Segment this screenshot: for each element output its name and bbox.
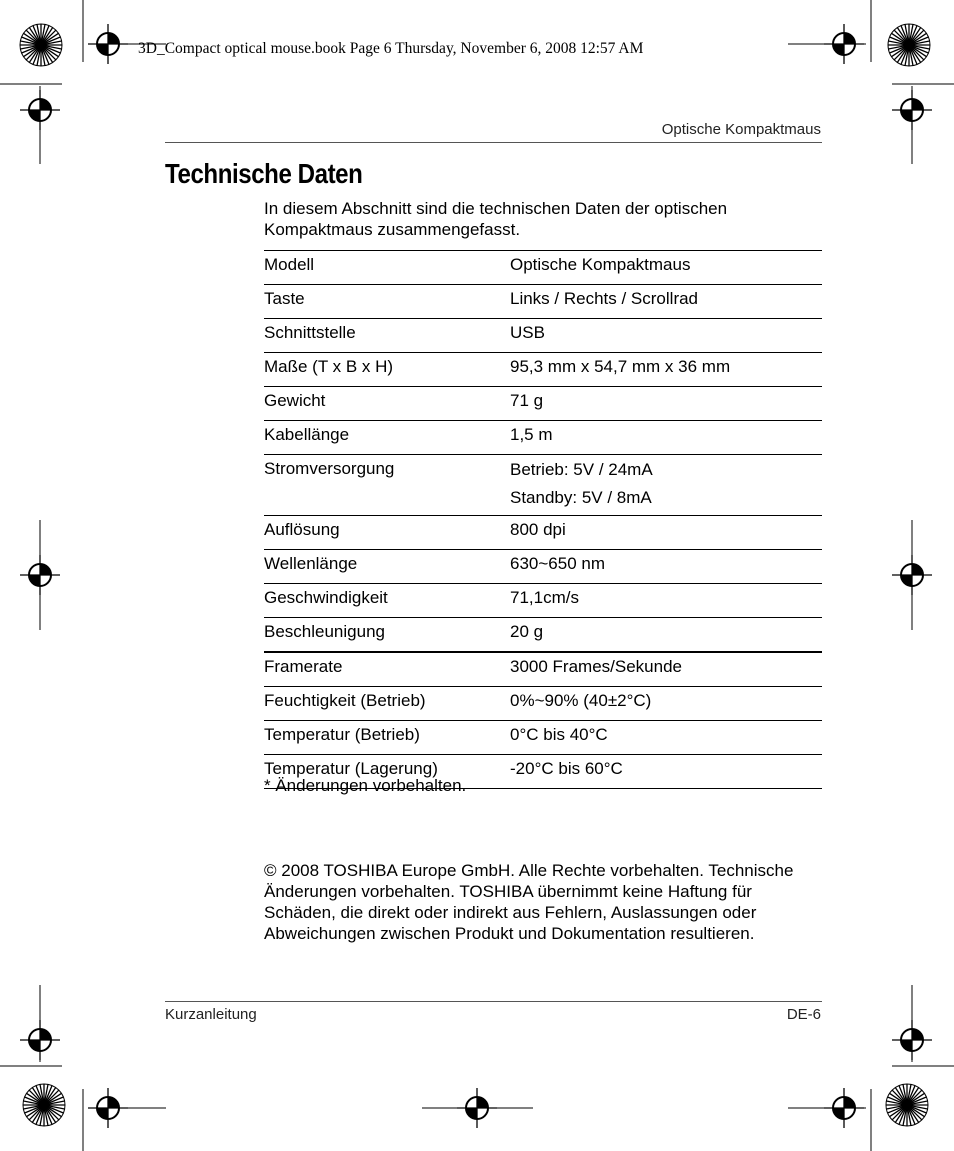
spec-value-line: Standby: 5V / 8mA [510,488,652,507]
spec-key: Temperatur (Betrieb) [264,721,510,755]
spec-key: Taste [264,285,510,319]
spec-key: Framerate [264,652,510,687]
table-row [264,687,822,721]
spec-key: Geschwindigkeit [264,584,510,618]
table-row [264,584,822,618]
spec-value: 1,5 m [510,421,822,455]
table-row [264,319,822,353]
table-row [264,421,822,455]
table-row [264,251,822,285]
spec-value: 71 g [510,387,822,421]
table-row [264,721,822,755]
table-row [264,516,822,550]
spec-value-line: Betrieb: 5V / 24mA [510,460,653,479]
spec-key: Schnittstelle [264,319,510,353]
spec-value: 630~650 nm [510,550,822,584]
spec-value: -20°C bis 60°C [510,755,822,789]
spec-value: Optische Kompaktmaus [510,251,822,285]
table-row [264,455,822,516]
spec-value: 95,3 mm x 54,7 mm x 36 mm [510,353,822,387]
section-intro: In diesem Abschnitt sind die technischen Daten der optischen Kompaktmaus zusammengefasst. [264,199,728,239]
footer-rule [165,1001,822,1002]
spec-key: Temperatur (Lagerung) [264,755,510,789]
table-row [264,652,822,687]
spec-key: Stromversorgung [264,455,510,516]
copyright-notice: © 2008 TOSHIBA Europe GmbH. Alle Rechte vorbehalten. Technische Änderungen vorbehalten. TOSHIBA übernimmt keine Haftung für Schäden, die direkt oder indirekt aus Fehlern, Auslassungen oder Abweichungen zwischen Produkt und Dokumentation resultieren. [264,861,794,943]
spec-value: USB [510,319,822,353]
section-title: Technische Daten [165,158,363,189]
table-row [264,387,822,421]
spec-key: Beschleunigung [264,618,510,653]
table-row [264,550,822,584]
spec-value: 800 dpi [510,516,822,550]
spec-value: Links / Rechts / Scrollrad [510,285,822,319]
footer-guide-name: Kurzanleitung [165,1006,257,1023]
spec-key: Kabellänge [264,421,510,455]
spec-key: Modell [264,251,510,285]
spec-value [510,455,822,516]
running-header: Optische Kompaktmaus [661,121,821,138]
spec-value: 0°C bis 40°C [510,721,822,755]
header-rule [165,142,822,143]
spec-key: Wellenlänge [264,550,510,584]
spec-value: 20 g [510,618,822,653]
spec-value: 0%~90% (40±2°C) [510,687,822,721]
spec-value: 3000 Frames/Sekunde [510,652,822,687]
changes-note: * Änderungen vorbehalten. [264,776,467,795]
spec-value: 71,1cm/s [510,584,822,618]
spec-key: Maße (T x B x H) [264,353,510,387]
book-slug-line: 3D_Compact optical mouse.book Page 6 Thursday, November 6, 2008 12:57 AM [138,40,644,57]
table-row [264,285,822,319]
spec-key: Auflösung [264,516,510,550]
table-row [264,618,822,653]
specs-table [264,250,822,789]
page-number: DE-6 [786,1006,821,1023]
spec-key: Feuchtigkeit (Betrieb) [264,687,510,721]
table-row [264,353,822,387]
spec-key: Gewicht [264,387,510,421]
